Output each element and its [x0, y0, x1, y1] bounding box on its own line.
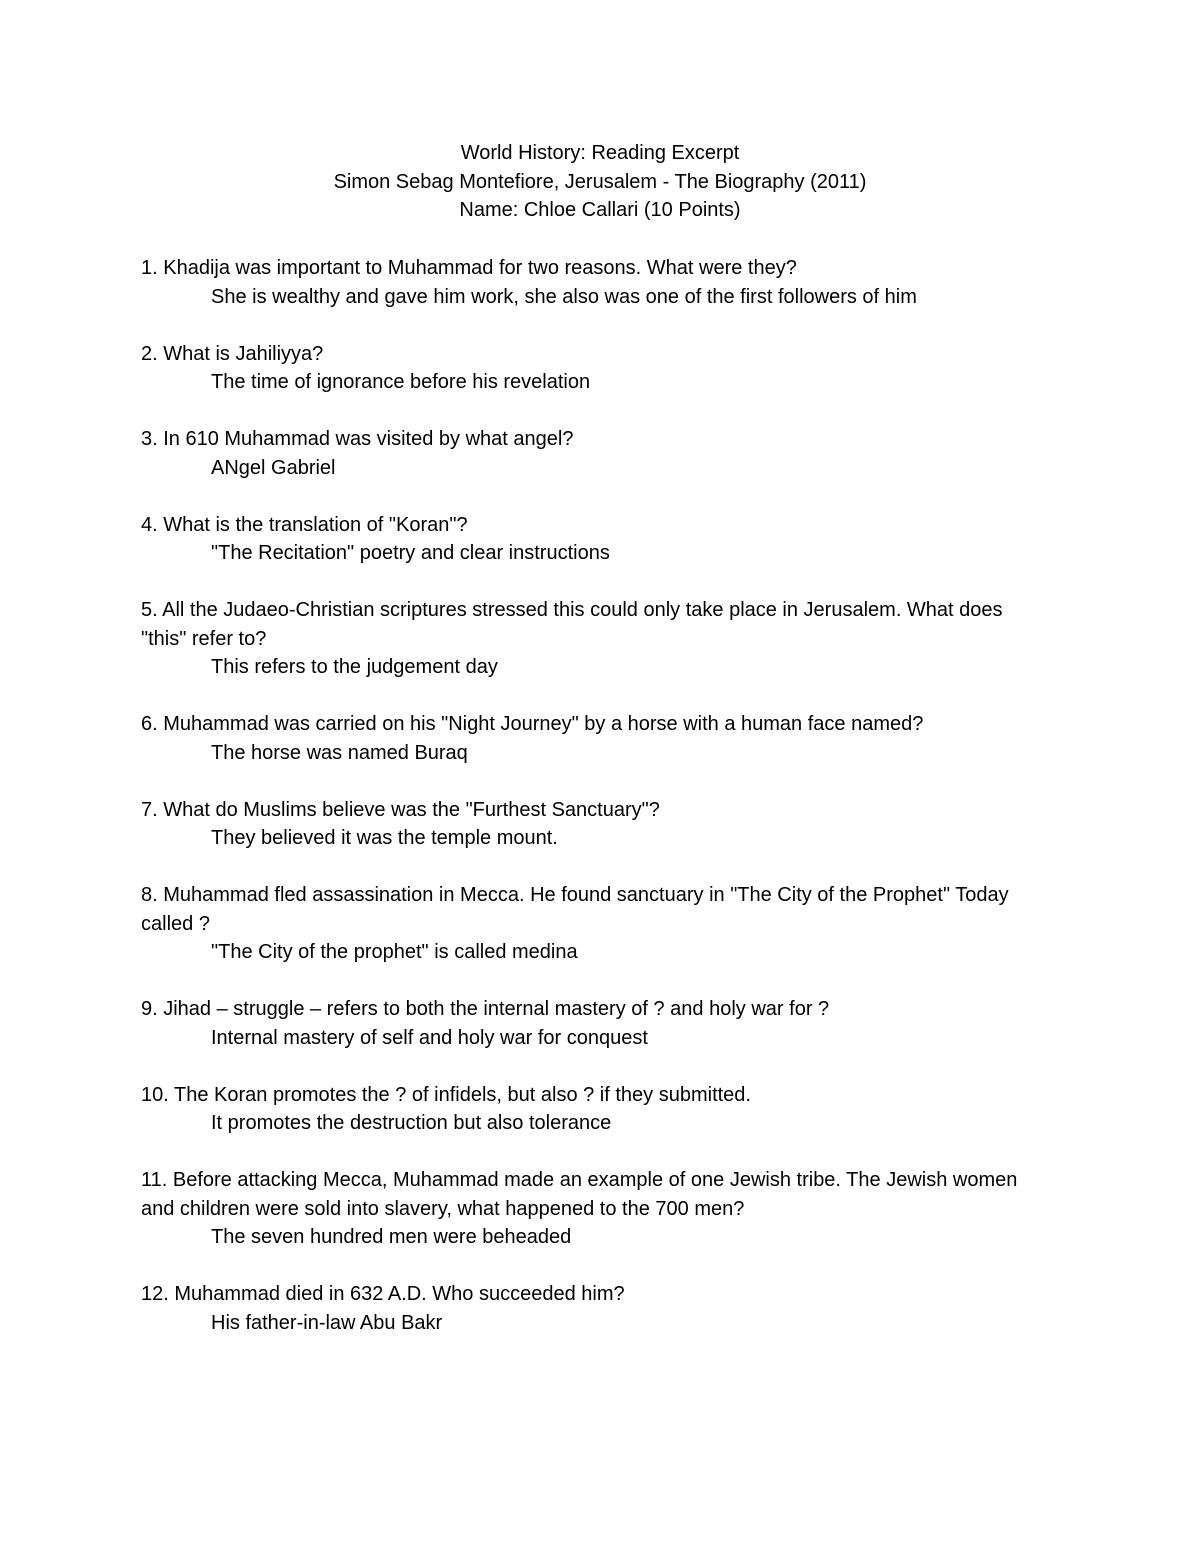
question-item: [141, 710, 1041, 767]
question-item: [141, 425, 1041, 482]
question-text: 4. What is the translation of "Koran"?: [141, 513, 468, 536]
question-text: 8. Muhammad fled assassination in Mecca. He found sanctuary in "The City of the Prophet" Today called ?: [141, 884, 1009, 935]
question-item: [141, 796, 1041, 853]
document-header: [0, 139, 1200, 225]
question-item: [141, 596, 1041, 682]
answer-text: The horse was named Buraq: [211, 741, 468, 764]
question-list: [141, 254, 1041, 1366]
question-text: 9. Jihad – struggle – refers to both the internal mastery of ? and holy war for ?: [141, 998, 830, 1020]
answer-text: His father-in-law Abu Bakr: [211, 1311, 443, 1334]
answer-text: "The Recitation" poetry and clear instructions: [211, 542, 610, 564]
answer-text: She is wealthy and gave him work, she also was one of the first followers of him: [211, 285, 917, 308]
answer-text: The time of ignorance before his revelation: [211, 371, 591, 393]
question-item: [141, 995, 1041, 1052]
answer-text: They believed it was the temple mount.: [211, 827, 558, 849]
answer-text: "The City of the prophet" is called medina: [211, 941, 578, 963]
question-text: 11. Before attacking Mecca, Muhammad made an example of one Jewish tribe. The Jewish women and children were sold into slavery, what happened to the 700 men?: [141, 1169, 1018, 1220]
question-text: 6. Muhammad was carried on his "Night Journey" by a horse with a human face named?: [141, 713, 924, 735]
question-item: [141, 511, 1041, 568]
answer-text: It promotes the destruction but also tolerance: [211, 1112, 612, 1134]
question-item: [141, 881, 1041, 967]
source-citation: Simon Sebag Montefiore, Jerusalem - The Biography (2011): [333, 170, 867, 193]
question-text: 3. In 610 Muhammad was visited by what angel?: [141, 428, 574, 450]
answer-text: Internal mastery of self and holy war for conquest: [211, 1026, 648, 1049]
question-item: [141, 1166, 1041, 1252]
question-text: 10. The Koran promotes the ? of infidels, but also ? if they submitted.: [141, 1083, 751, 1106]
question-item: [141, 1280, 1041, 1337]
answer-text: This refers to the judgement day: [211, 656, 498, 678]
student-name-line: Name: Chloe Callari (10 Points): [459, 199, 741, 221]
document-title: World History: Reading Excerpt: [460, 142, 740, 164]
question-text: 12. Muhammad died in 632 A.D. Who succeeded him?: [141, 1283, 625, 1305]
question-item: [141, 1081, 1041, 1138]
question-text: 2. What is Jahiliyya?: [141, 342, 324, 365]
answer-text: ANgel Gabriel: [211, 456, 336, 479]
question-item: [141, 340, 1041, 397]
question-text: 1. Khadija was important to Muhammad for two reasons. What were they?: [141, 257, 797, 279]
question-item: [141, 254, 1041, 311]
question-text: 7. What do Muslims believe was the "Furthest Sanctuary"?: [141, 798, 660, 821]
question-text: 5. All the Judaeo-Christian scriptures stressed this could only take place in Jerusalem. What does "this" refer to?: [141, 599, 1003, 650]
answer-text: The seven hundred men were beheaded: [211, 1226, 572, 1248]
